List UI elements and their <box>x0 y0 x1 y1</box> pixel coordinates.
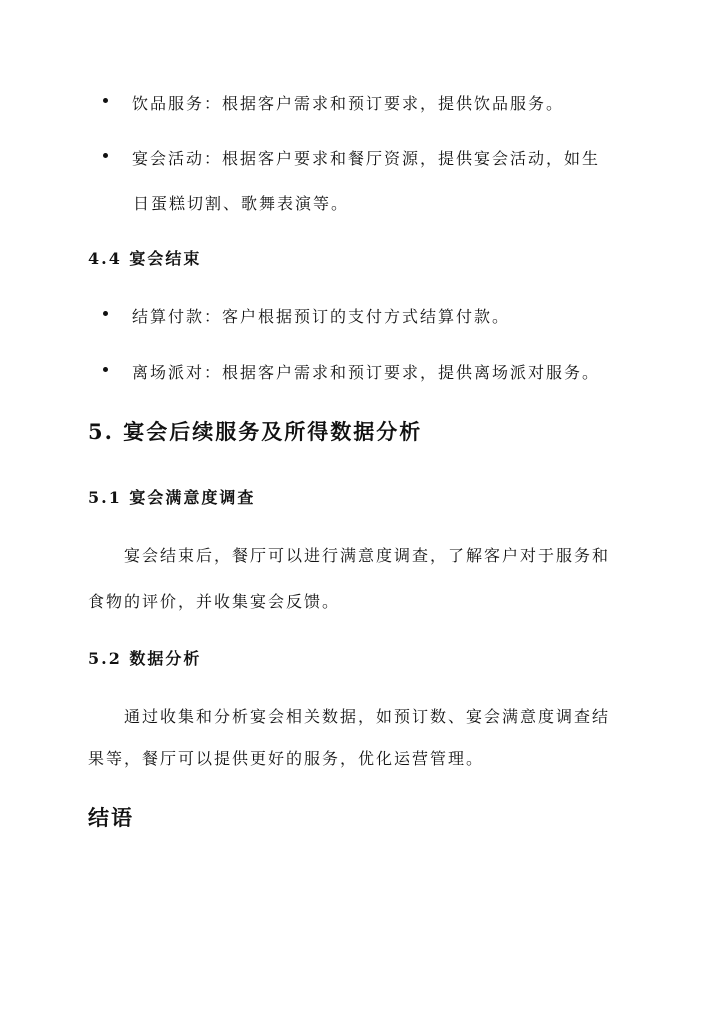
section-heading-5-2: 5.2 数据分析 <box>88 649 202 668</box>
paragraph-line: 食物的评价，并收集宴会反馈。 <box>88 592 341 611</box>
bullet-dot-icon <box>103 367 108 372</box>
bullet-dot-icon <box>103 311 108 316</box>
bullet-text-continuation: 日蛋糕切割、歌舞表演等。 <box>133 194 350 213</box>
bullet-dot-icon <box>103 153 108 158</box>
bullet-text: 饮品服务：根据客户需求和预订要求，提供饮品服务。 <box>132 94 565 113</box>
section-heading-4-4: 4.4 宴会结束 <box>88 249 202 268</box>
conclusion-heading: 结语 <box>88 805 134 830</box>
paragraph-line: 果等，餐厅可以提供更好的服务，优化运营管理。 <box>88 749 485 768</box>
bullet-dot-icon <box>103 98 108 103</box>
bullet-text: 离场派对：根据客户需求和预订要求，提供离场派对服务。 <box>132 363 601 382</box>
paragraph-line: 宴会结束后，餐厅可以进行满意度调查，了解客户对于服务和 <box>124 546 611 565</box>
paragraph-line: 通过收集和分析宴会相关数据，如预订数、宴会满意度调查结 <box>124 707 611 726</box>
bullet-text: 结算付款：客户根据预订的支付方式结算付款。 <box>132 307 511 326</box>
bullet-text: 宴会活动：根据客户要求和餐厅资源，提供宴会活动，如生 <box>132 149 601 168</box>
section-heading-5: 5. 宴会后续服务及所得数据分析 <box>88 419 423 444</box>
section-heading-5-1: 5.1 宴会满意度调查 <box>88 488 256 507</box>
